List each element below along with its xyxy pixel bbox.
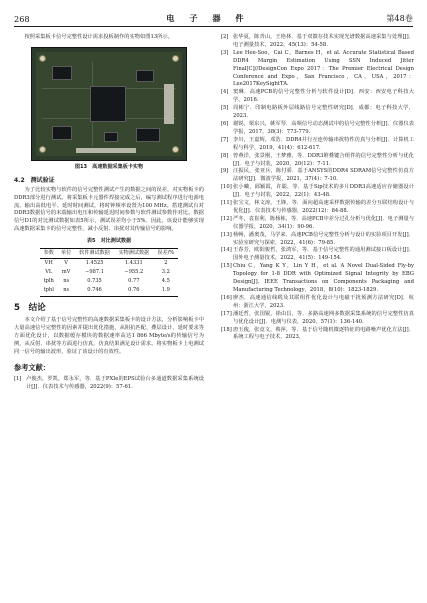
reference-item	[221, 34, 414, 50]
reference-text: 卢俊杰，罗凯，郑永军，等．基于PXIe的EPS试验台多通道数据采集系统设计[J]．仪表技术与传感器，2022(9)：57-61.	[26, 375, 204, 390]
reference-text: 廖杰．高速通信线缆及其联组件优化设计与电磁干扰预测方法研究[D]．杭州：浙江大学，2023.	[233, 294, 414, 309]
table-cell: 1.9	[154, 286, 178, 296]
reference-item	[221, 137, 414, 153]
ic-chip	[136, 70, 154, 82]
reference-number: [16]	[221, 294, 232, 301]
reference-number: [18]	[221, 326, 232, 333]
left-column	[14, 34, 204, 392]
reference-text: Chiu C，Yang K Y，Lin Y H，et al. A Novel Dual-Sided Fly-by Topology for 1-8 DDR with Optimized Signal Integrity by EBG Design[J]. IEEE Transactions on Components Packaging and Manufacturing Technology，2018，8(10)：1823-1829.	[233, 263, 414, 293]
table-cell: VL	[45, 268, 53, 275]
reference-item	[221, 247, 414, 263]
reference-number: [13]	[221, 231, 232, 238]
reference-number: [14]	[221, 247, 232, 254]
reference-text: 王春芳，欧阳骏哲，张鸿军，等．基于信号完整性的通用测试接口板设计[J]．国外电子测量技术，2022，41(5)：149-154.	[233, 247, 414, 262]
reference-item	[221, 121, 414, 137]
reference-number: [2]	[221, 34, 229, 40]
right-column	[221, 34, 414, 342]
table-row	[40, 268, 178, 277]
table-cell: 0.77	[128, 277, 140, 284]
reference-text: 张华夏，陈青山，王艳林．基于双馈存技术实现光谱数据高速采集与处理[J]．电子测量技术，2022，45(13)：54-58.	[233, 34, 414, 48]
reference-number: [9]	[221, 168, 229, 175]
reference-number: [6]	[221, 120, 229, 127]
reference-item	[221, 263, 414, 295]
reference-number: [1]	[14, 375, 22, 382]
table-row	[40, 277, 178, 286]
reference-text: 汪振民，张亚兵，陈付骄．基于ANSYS的DDR4 SDRAM信号完整性仿真方法研究[J]．微波学报，2021，37(4)：7-10.	[233, 168, 414, 183]
table-cell: tplh	[43, 277, 54, 284]
reference-item	[221, 311, 414, 327]
reference-item	[221, 89, 414, 105]
table-title: 表5 对比测试数据	[86, 238, 132, 245]
table-header-cell: 实物测试数据	[114, 249, 153, 259]
reference-text: 窦琳．高速PCB的信号完整性分析与软件设计[D]．西安：西安电子科技大学，2016.	[233, 89, 414, 104]
table-header-cell: 软件测试数据	[75, 249, 114, 259]
table-cell: 1.4525	[85, 259, 104, 266]
table-cell: VH	[44, 259, 53, 266]
reference-text: 李川，王嘉辉，邓浩．DDR4并行互连传输串扰特性仿真与分析[J]．计算机工程与科学，2019，41(4)：612-617.	[233, 136, 414, 151]
validation-paragraph: 为了比较实物与软件的信号完整性测试产生的数据之间的误差，对实物板卡的DDR3部分进行测试。将采集板卡元器件焊接完成之后，编写测试程序进行电源电流、输出高低电平、延时时间测试，将时钟频率设置为100 MHz。搭建测试台对DDR3数据信号的末端输出电压和传输延迟时间参数与软件测试参数作对比。数据信号D1的对比测试数据如表5所示，测试误差均小于5%。因此，该设计能够实现高速数据采集卡的信号完整性，减小反射、串扰对其传输信号的影响。	[14, 186, 204, 233]
reference-number: [10]	[221, 184, 232, 191]
figure-caption: 图13 高速数据采集板卡实物	[74, 163, 144, 170]
reference-text: 潘廷哲，张国锟，徐由昌，等．多路高速网多数据采集系统的信号完整性仿真与优化设计[J]．电测与仪表，2020，57(1)：136-140.	[233, 310, 414, 325]
reference-item	[221, 216, 414, 232]
header-rule	[14, 26, 413, 27]
table-cell: 0.746	[75, 286, 114, 296]
table-cell: −955.2	[124, 268, 144, 275]
reference-number: [7]	[221, 136, 229, 143]
connector	[76, 148, 136, 153]
reference-text: 张宝文，林文涛，王锋，等．面向超高速采样数据传输的差分互联结构设计与优化[J]．仪表技术与传感器，2022(12)：84-88.	[233, 200, 414, 214]
table-cell: mV	[61, 268, 71, 275]
table-cell: 1.4331	[124, 259, 143, 266]
memory-chip	[52, 126, 72, 140]
table-header-cell: 参数	[40, 249, 57, 259]
reference-number: [4]	[221, 89, 229, 96]
reference-item	[221, 184, 414, 200]
mount-hole	[39, 55, 46, 62]
fpga-chip	[90, 86, 126, 122]
reference-item	[221, 153, 414, 169]
reference-text: 周彬宁．印制电路板外层线路信号完整性研究[D]．成都：电子科技大学，2023.	[233, 105, 414, 120]
mount-hole	[39, 146, 46, 153]
reference-text: 杨畅，潘奥茂，马学来．高速PCB信号完整性分析与设计的实验项目开发[J]．实验室研究与探索，2022，41(6)：79-85.	[233, 231, 414, 246]
table-cell: 0.76	[114, 286, 153, 296]
reference-text: Lee Hee-Soo，Cai C，Barnes H，et al. Accurate Statistical Based DDR4 Margin Estimation Using SSN Induced Jitter Final[C]//DesignCon Expo 2017：The Premier Electrical Design Conference and Expo，San Francisco，CA，USA，2017：Lee2017KeySightTA.	[233, 49, 414, 88]
table-cell: ns	[57, 286, 74, 296]
section-4-2-heading: 4.2 测试验证	[14, 176, 55, 184]
reference-item	[221, 50, 414, 90]
intro-paragraph: 按照采集板卡信号完整性设计需求投板制作的实物如图13所示。	[24, 34, 173, 40]
ic-chip	[104, 132, 118, 142]
reference-number: [12]	[221, 215, 232, 222]
table-cell: −987.1	[85, 268, 104, 275]
reference-item	[221, 295, 414, 311]
reference-item	[221, 168, 414, 184]
mount-hole	[172, 146, 179, 153]
reference-number: [8]	[221, 152, 229, 159]
page-number: 268	[14, 14, 30, 24]
table-cell: V	[64, 259, 68, 266]
connector	[164, 84, 174, 124]
table-cell: 3.2	[161, 268, 170, 275]
reference-text: 严冬，袁崔利，陈杨栋，等．高速PCB中差分过孔分析与优化[J]．电子测量与仪器学报，2020，34(1)：90-96.	[233, 215, 414, 230]
table-row	[40, 259, 178, 269]
ic-chip	[136, 128, 160, 142]
reference-item	[221, 200, 414, 216]
table-header-cell: 单位	[57, 249, 74, 259]
reference-number: [17]	[221, 310, 232, 317]
memory-chip	[52, 66, 72, 80]
table-cell: 2	[164, 259, 168, 266]
table-header-row	[40, 249, 178, 259]
table-cell: ns	[63, 277, 70, 284]
board-photo	[31, 47, 187, 161]
reference-text: 唐玉俊，张竟文，蔡萍，等．基于信号随机微逐特征的电路噪声优化方法[J]．系统工程与电子技术，2023，	[233, 326, 414, 341]
comparison-table	[40, 248, 178, 296]
conclusion-paragraph: 本文介绍了基于信号完整性的高速数据采集板卡的设计方法，分析影响板卡中大量高速信号完整性的因素并提出优化措施，从阻抗匹配、叠层设计、延时要求等方面优化设计，以数据缓存模块的数据速率高达1 866 Mbyte/s的传输信号为例，从反射、串扰等方面进行仿真，仿真结果满足设计需求。将实物板卡上电测试同一信号的输出波形，验证了该设计的有效性。	[14, 317, 204, 356]
reference-item	[14, 376, 204, 392]
reference-item	[221, 327, 414, 343]
reference-number: [11]	[221, 200, 232, 207]
page-header	[14, 10, 413, 24]
section-5-heading: 5 结论	[14, 302, 46, 313]
reference-number: [3]	[221, 49, 229, 56]
reference-text: 谢锐，栗东兴，姚军琴．高频信号动态测试中的信号完整性分析[J]．仪器仪表学报，2017，38(3)：773-779.	[233, 120, 414, 135]
table-cell: 4.5	[161, 277, 170, 284]
reference-number: [5]	[221, 105, 229, 112]
table-cell: 0.735	[87, 277, 102, 284]
reference-item	[221, 105, 414, 121]
table-cell: tphl	[40, 286, 57, 296]
reference-item	[221, 232, 414, 248]
journal-title: 电 子 器 件	[166, 13, 250, 23]
reference-number: [15]	[221, 263, 232, 270]
reference-text: 曾燕洋，张景刚，王梦雅，等．DDR3堆叠键合组件的信号完整性分析与优化[J]．电子与封装，2020，20(12)：7-11.	[233, 152, 414, 167]
table-header-cell: 误差/%	[154, 249, 178, 259]
volume-label: 第48卷	[386, 13, 413, 23]
references-heading: 参考文献：	[14, 362, 50, 372]
mount-hole	[172, 55, 179, 62]
table-row	[40, 286, 178, 296]
reference-text: 张小曦，邱颖霞，许聪，等．基于Sip技术的多片DDR3高速适应存储器设计[J]．电子与封装，2022，22(1)：43-48.	[233, 184, 414, 199]
